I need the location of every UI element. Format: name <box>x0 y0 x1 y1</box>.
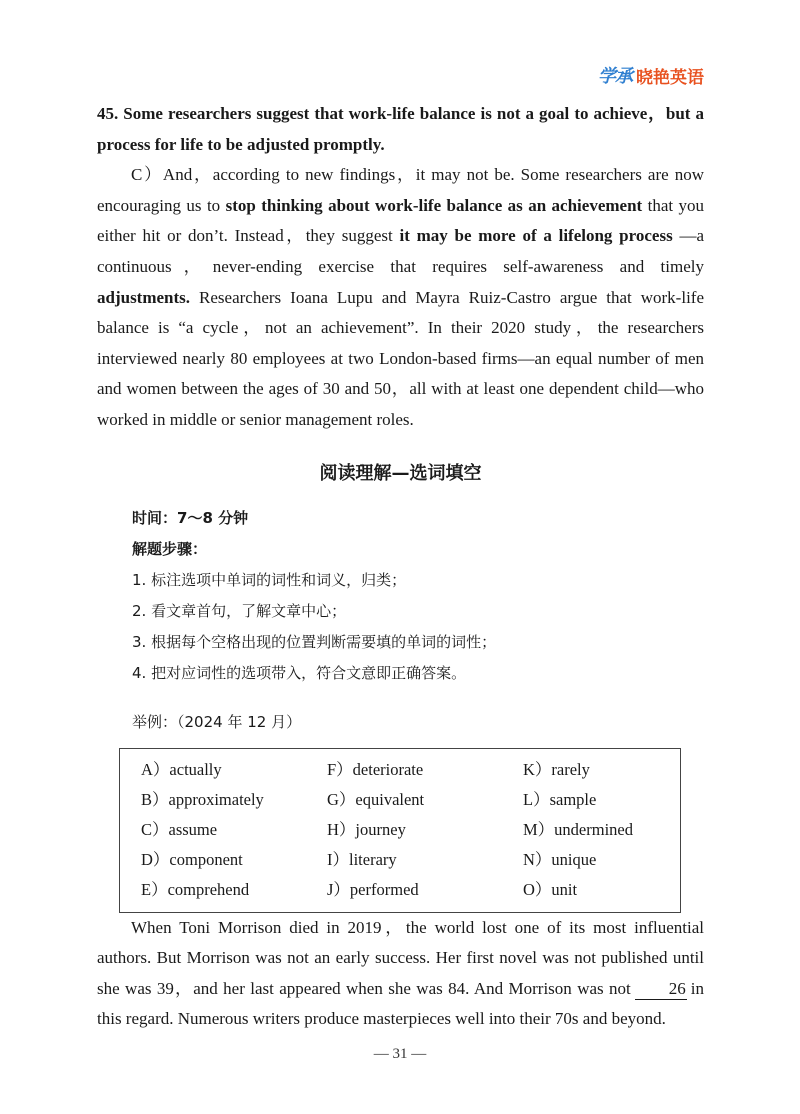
word-option: M）undermined <box>523 819 633 839</box>
step-item: 4. 把对应词性的选项带入，符合文意即正确答案。 <box>132 663 467 682</box>
word-bank-box <box>119 748 681 913</box>
question-number: 45. <box>97 104 119 123</box>
word-option: G）equivalent <box>327 789 425 809</box>
paragraph-c <box>97 160 704 435</box>
bold-phrase: it may be more of a lifelong process <box>399 226 673 246</box>
word-option: H）journey <box>327 819 406 839</box>
word-option: C）assume <box>141 819 218 839</box>
question-45 <box>97 99 704 160</box>
word-option: K）rarely <box>523 759 590 779</box>
word-option: E）comprehend <box>141 880 250 900</box>
word-option: F）deteriorate <box>327 759 424 779</box>
time-row <box>132 503 704 534</box>
steps-title: 解题步骤： <box>132 539 208 558</box>
question-text: Some researchers suggest that work-life balance is not a goal to achieve，but a process for life to be adjusted promptly. <box>97 104 704 154</box>
step-item: 1. 标注选项中单词的词性和词义，归类； <box>132 570 407 589</box>
page-content <box>97 97 704 1035</box>
example-label: 举例：（2024 年 12 月） <box>132 712 302 731</box>
paragraph-text: Researchers Ioana Lupu and Mayra Ruiz-Castro argue that work-life balance is “a cycle，not an achievement”. In their 2020 study，the researchers interviewed nearly 80 employees at two London-based firms—an equal number of men and women between the ages of 30 and 50，all with at least one dependent child—who worked in middle or senior management roles. <box>97 287 704 429</box>
logo-text: 晓艳英语 <box>636 67 704 88</box>
word-option: D）component <box>141 850 243 870</box>
passage-text: in this regard. Numerous writers produce masterpieces well into their 70s and beyond. <box>97 978 704 1029</box>
bold-phrase: adjustments. <box>97 287 191 307</box>
paragraph-text: that you either hit or don’t. Instead，they suggest <box>97 195 705 246</box>
logo-mark: 学承 <box>598 66 632 87</box>
passage-paragraph <box>97 913 704 1035</box>
time-label: 时间： <box>132 508 178 527</box>
blank-26: 26 <box>635 979 687 1000</box>
page-number: — 31 — <box>373 1046 427 1062</box>
word-option: N）unique <box>523 850 597 870</box>
section-title: 阅读理解—选词填空 <box>319 462 482 484</box>
brand-logo <box>598 62 704 88</box>
word-option: I）literary <box>327 850 397 870</box>
paragraph-text: —a continuous，never-ending exercise that requires self-awareness and timely <box>97 226 704 276</box>
bold-phrase: stop thinking about work-life balance as an achievement <box>225 195 643 215</box>
step-item: 3. 根据每个空格出现的位置判断需要填的单词的词性； <box>132 632 497 651</box>
passage-text: When Toni Morrison died in 2019，the world lost one of its most influential authors. But Morrison was not an early success. Her first novel was not published until she was 39，and her last appeared when she was 84. And Morrison was not <box>97 917 704 998</box>
word-option: O）unit <box>523 880 578 900</box>
step-item: 2. 看文章首句，了解文章中心； <box>132 601 347 620</box>
time-value: 7～8 分钟 <box>177 508 249 527</box>
word-option: B）approximately <box>141 789 264 809</box>
word-option: A）actually <box>141 759 222 779</box>
paragraph-text: C）And，according to new findings，it may not be. Some researchers are now encouraging us to <box>97 165 704 215</box>
word-option: L）sample <box>523 789 597 809</box>
word-option: J）performed <box>327 880 419 900</box>
